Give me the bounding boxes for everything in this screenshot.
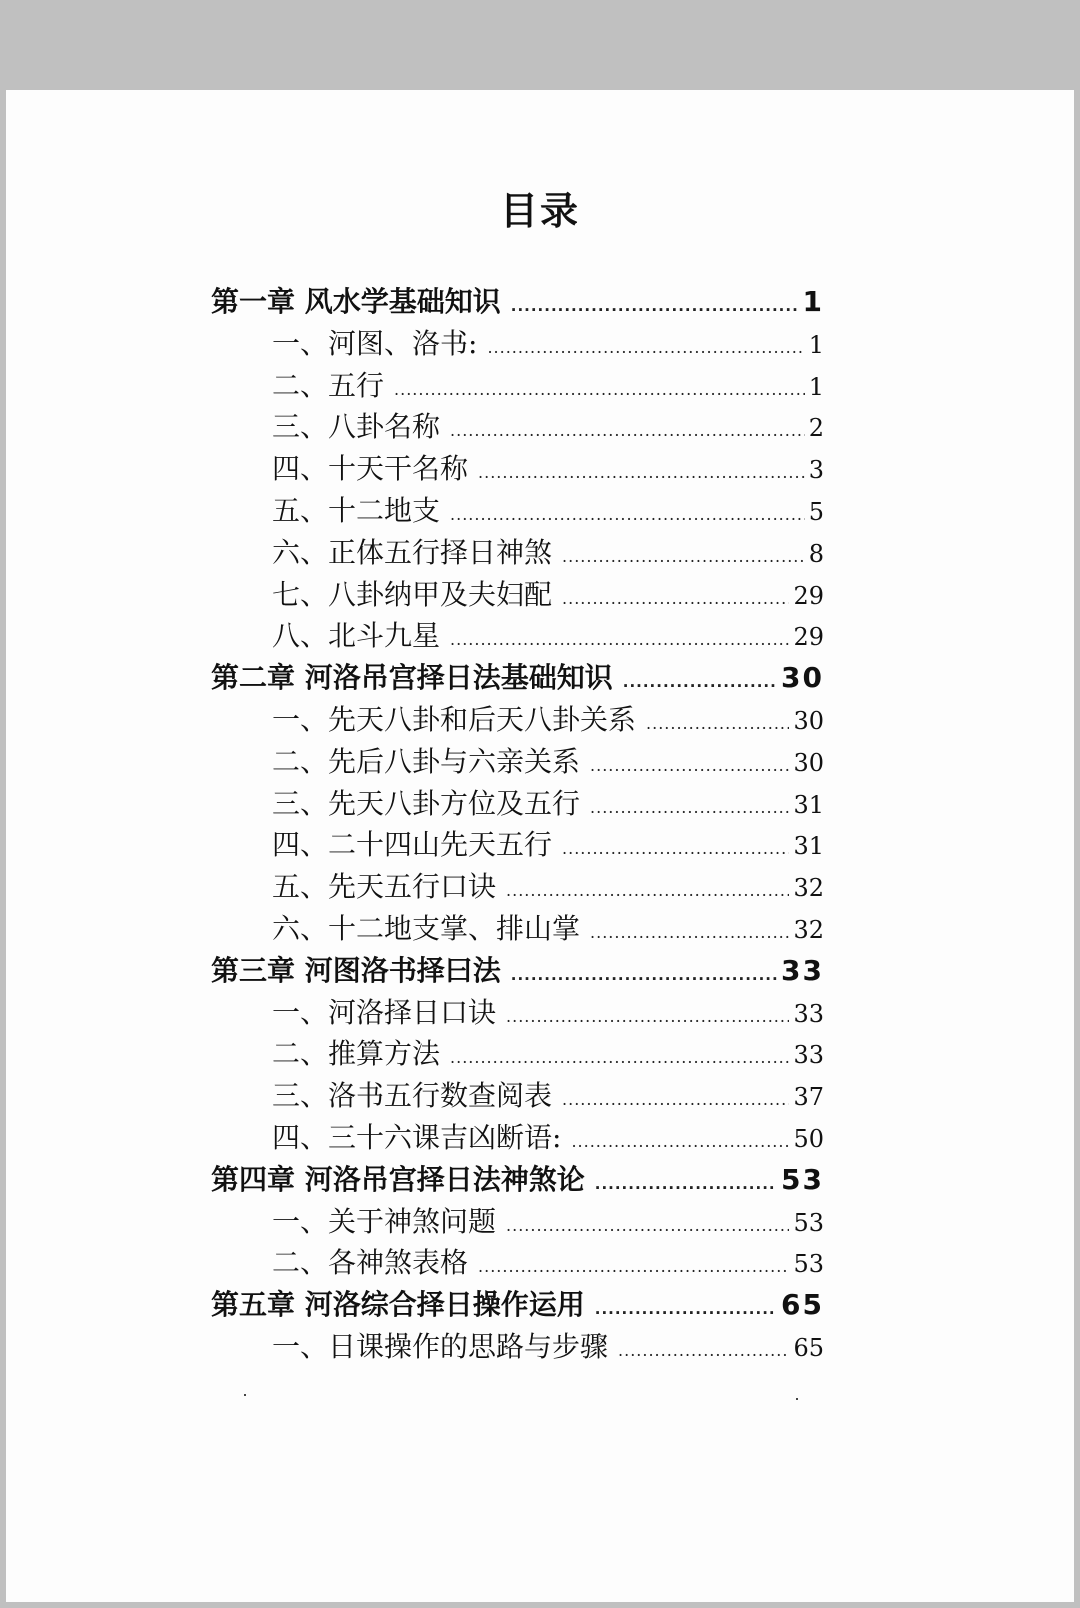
toc-section-entry[interactable] [272,1074,824,1114]
dot-leader [511,966,777,984]
dot-leader [478,463,805,482]
entry-title: 一、先天八卦和后天八卦关系 [272,703,637,736]
toc-section-entry[interactable] [272,823,824,863]
dot-leader [595,1175,777,1193]
toc-section-entry[interactable] [272,614,824,654]
entry-title: 五、先天五行口诀 [272,870,497,904]
entry-title: 第三章 河图洛书择曰法 [211,953,501,987]
page-number: 1 [808,372,824,401]
page-number: 5 [808,498,824,526]
page-number: 65 [793,1334,824,1362]
page-number: 29 [793,623,824,652]
scan-speck [244,1394,246,1396]
page-number: 53 [781,1162,824,1196]
entry-title: 一、日课操作的思路与步骤 [272,1330,609,1363]
entry-title: 四、十天干名称 [272,452,469,486]
page-number: 30 [793,748,824,777]
toc-section-entry[interactable] [272,782,824,822]
toc-section-entry[interactable] [272,531,824,571]
page-number: 53 [793,1250,824,1279]
document-page [6,90,1074,1602]
dot-leader [623,673,777,691]
page-number: 1 [802,285,824,318]
page-title: 目录 [499,189,580,233]
entry-title: 一、河洛择日口诀 [272,995,497,1029]
dot-leader [562,547,805,566]
toc-section-entry[interactable] [272,991,824,1031]
dot-leader [450,1048,789,1067]
dot-leader [506,1216,789,1235]
dot-leader [450,630,789,649]
entry-title: 六、十二地支掌、排山掌 [272,912,581,945]
dot-leader [562,839,789,858]
toc-chapter-entry[interactable] [211,280,824,320]
dot-leader [506,1007,789,1026]
toc-section-entry[interactable] [272,907,824,947]
toc-section-entry[interactable] [272,405,824,445]
entry-title: 五、十二地支 [272,494,441,527]
entry-title: 二、各神煞表格 [272,1246,469,1280]
entry-title: 三、八卦名称 [272,410,441,444]
entry-title: 一、关于神煞问题 [272,1204,497,1238]
toc-section-entry[interactable] [272,322,824,362]
toc-section-entry[interactable] [272,1116,824,1156]
dot-leader [595,1300,777,1318]
dot-leader [590,756,789,775]
entry-title: 第一章 风水学基础知识 [211,285,501,318]
entry-title: 第五章 河洛综合择日操作运用 [211,1288,585,1322]
dot-leader [511,297,799,315]
dot-leader [506,881,789,900]
page-number: 37 [793,1083,824,1112]
entry-title: 一、河图、洛书: [272,326,478,360]
entry-title: 第二章 河洛吊宫择日法基础知识 [211,661,613,695]
page-number: 33 [793,1041,824,1070]
dot-leader [450,421,805,440]
dot-leader [394,380,805,399]
page-number: 29 [793,581,824,610]
page-number: 3 [808,456,824,485]
toc-chapter-entry[interactable] [211,1283,824,1323]
toc-section-entry[interactable] [272,447,824,487]
dot-leader [562,1090,789,1109]
dot-leader [487,338,804,357]
scan-speck [796,1398,798,1400]
toc-section-entry[interactable] [272,698,824,738]
page-number: 50 [793,1125,824,1153]
entry-title: 三、洛书五行数查阅表 [272,1079,553,1113]
entry-title: 二、五行 [272,368,385,402]
entry-title: 六、正体五行择日神煞 [272,535,553,569]
dot-leader [646,714,789,733]
toc-section-entry[interactable] [272,1200,824,1240]
entry-title: 四、三十六课吉凶断语: [272,1121,562,1154]
dot-leader [478,1257,789,1276]
toc-section-entry[interactable] [272,1032,824,1072]
page-number: 33 [793,999,824,1028]
dot-leader [590,798,789,817]
dot-leader [562,589,789,608]
page-number: 2 [808,414,824,443]
entry-title: 七、八卦纳甲及夫妇配 [272,577,553,611]
page-number: 32 [793,874,824,903]
toc-chapter-entry[interactable] [211,949,824,989]
toc-section-entry[interactable] [272,573,824,613]
dot-leader [618,1341,789,1360]
toc-chapter-entry[interactable] [211,656,824,696]
page-number: 32 [793,916,824,944]
toc-section-entry[interactable] [272,865,824,905]
toc-chapter-entry[interactable] [211,1158,824,1198]
toc-section-entry[interactable] [272,364,824,404]
toc-section-entry[interactable] [272,1241,824,1281]
entry-title: 第四章 河洛吊宫择日法神煞论 [211,1162,585,1196]
dot-leader [590,923,789,942]
page-number: 1 [808,330,824,359]
page-number: 31 [793,832,824,861]
entry-title: 二、推算方法 [272,1037,441,1071]
toc-section-entry[interactable] [272,489,824,529]
page-number: 33 [781,953,824,987]
page-number: 30 [793,707,824,735]
toc-section-entry[interactable] [272,1325,824,1365]
page-number: 30 [781,661,824,695]
page-number: 53 [793,1208,824,1237]
page-number: 8 [808,539,824,568]
toc-section-entry[interactable] [272,740,824,780]
entry-title: 三、先天八卦方位及五行 [272,786,581,820]
page-number: 65 [781,1288,824,1322]
entry-title: 四、二十四山先天五行 [272,828,553,862]
entry-title: 二、先后八卦与六亲关系 [272,744,581,778]
page-number: 31 [793,790,824,819]
entry-title: 八、北斗九星 [272,619,441,653]
dot-leader [450,505,805,524]
dot-leader [571,1132,789,1151]
